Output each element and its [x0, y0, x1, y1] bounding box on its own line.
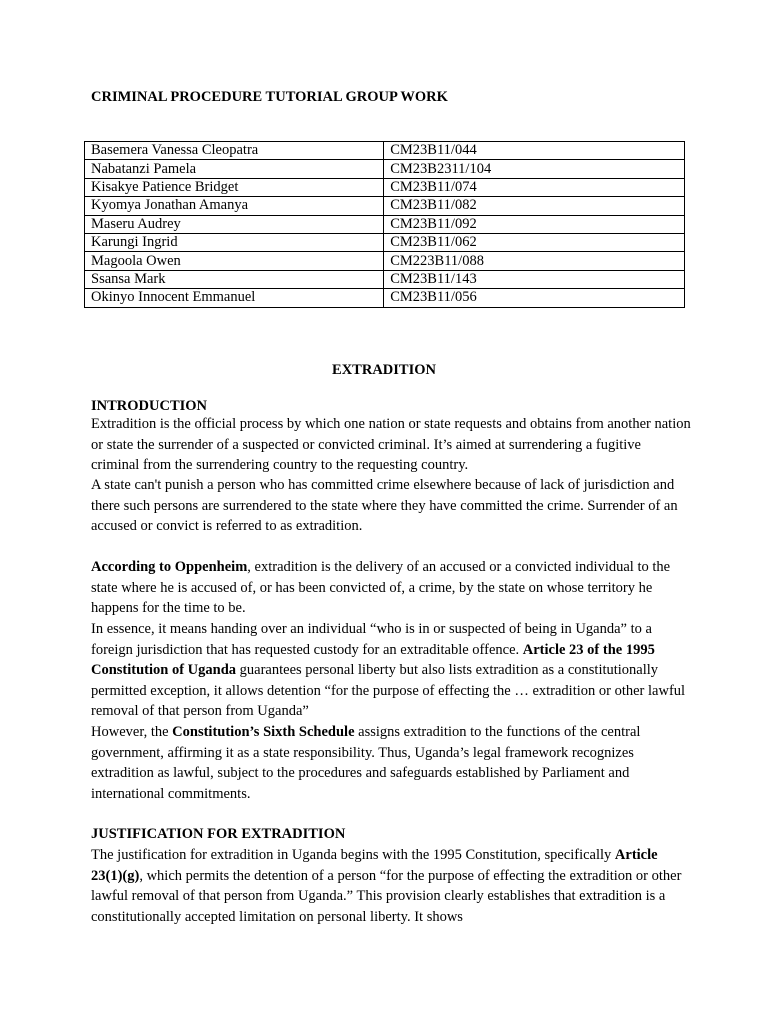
table-row	[85, 160, 685, 178]
table-row	[85, 252, 685, 270]
document-title: CRIMINAL PROCEDURE TUTORIAL GROUP WORK	[91, 89, 448, 105]
heading-justification: JUSTIFICATION FOR EXTRADITION	[91, 826, 346, 842]
member-reg-no-cell: CM23B11/092	[384, 215, 685, 233]
table-row	[85, 270, 685, 288]
intro-paragraph-oppenheim	[91, 557, 691, 619]
section-title-extradition: EXTRADITION	[332, 362, 436, 378]
table-row	[85, 289, 685, 307]
member-reg-no-cell: CM23B11/056	[384, 289, 685, 307]
article-23-text-a: In essence, it means handing over an individual “who is in or suspected of being in Uganda” to a foreign jurisdiction that has requested custody for an extraditable offence.	[91, 621, 652, 658]
sixth-schedule-text-a: However, the	[91, 724, 173, 740]
member-name-cell: Kisakye Patience Bridget	[85, 178, 384, 196]
members-table	[84, 141, 685, 308]
article-23-bold: Article 23 of the 1995 Constitution of Uganda	[91, 641, 655, 678]
member-name-cell: Kyomya Jonathan Amanya	[85, 197, 384, 215]
table-row	[85, 197, 685, 215]
table-row	[85, 233, 685, 251]
member-reg-no-cell: CM23B11/082	[384, 197, 685, 215]
table-row	[85, 215, 685, 233]
intro-paragraph-sixth-schedule	[91, 722, 691, 804]
member-name-cell: Maseru Audrey	[85, 215, 384, 233]
member-reg-no-cell: CM23B11/074	[384, 178, 685, 196]
oppenheim-text: , extradition is the delivery of an accused or a convicted individual to the state where he is accused of, or has been convicted of, a crime, by the state on whose territory he happens for the time to be.	[91, 559, 671, 616]
intro-paragraph-article-23	[91, 619, 691, 722]
member-name-cell: Okinyo Innocent Emmanuel	[85, 289, 384, 307]
article-23-text-b: guarantees personal liberty but also lists extradition as a constitutionally permitted exception, it allows detention “for the purpose of effecting the … extradition or other lawful removal of that person from Uganda”	[91, 662, 686, 719]
member-name-cell: Ssansa Mark	[85, 270, 384, 288]
member-name-cell: Magoola Owen	[85, 252, 384, 270]
justification-text-a: The justification for extradition in Uganda begins with the 1995 Constitution, specifically	[91, 847, 615, 863]
sixth-schedule-bold: Constitution’s Sixth Schedule	[172, 724, 355, 740]
member-name-cell: Basemera Vanessa Cleopatra	[85, 142, 384, 160]
sixth-schedule-text-b: assigns extradition to the functions of the central government, affirming it as a state responsibility. Thus, Uganda’s legal framework recognizes extradition as lawful, subject to the procedures and safeguards established by Parliament and international commitments.	[91, 724, 641, 802]
member-reg-no-cell: CM23B11/143	[384, 270, 685, 288]
member-reg-no-cell: CM223B11/088	[384, 252, 685, 270]
member-name-cell: Karungi Ingrid	[85, 233, 384, 251]
intro-paragraph-1: Extradition is the official process by which one nation or state requests and obtains from another nation or state the surrender of a suspected or convicted criminal. It’s aimed at surrendering a fugitive criminal from the surrendering country to the requesting country.	[91, 416, 691, 473]
member-reg-no-cell: CM23B2311/104	[384, 160, 685, 178]
justification-paragraph-1	[91, 845, 691, 927]
member-name-cell: Nabatanzi Pamela	[85, 160, 384, 178]
article-23-1-g-bold: Article 23(1)(g)	[91, 847, 658, 884]
heading-introduction: INTRODUCTION	[91, 398, 208, 414]
oppenheim-bold: According to Oppenheim	[91, 559, 248, 575]
intro-paragraph-2: A state can't punish a person who has committed crime elsewhere because of lack of jurisdiction and there such persons are surrendered to the state where they have committed the crime. Surrender of an accused or convict is referred to as extradition.	[91, 477, 678, 534]
table-row	[85, 142, 685, 160]
member-reg-no-cell: CM23B11/044	[384, 142, 685, 160]
member-reg-no-cell: CM23B11/062	[384, 233, 685, 251]
table-row	[85, 178, 685, 196]
justification-text-b: , which permits the detention of a person “for the purpose of effecting the extradition or other lawful removal of that person from Uganda.” This provision clearly establishes that extradition is a constitutionally accepted limitation on personal liberty. It shows	[91, 867, 682, 925]
